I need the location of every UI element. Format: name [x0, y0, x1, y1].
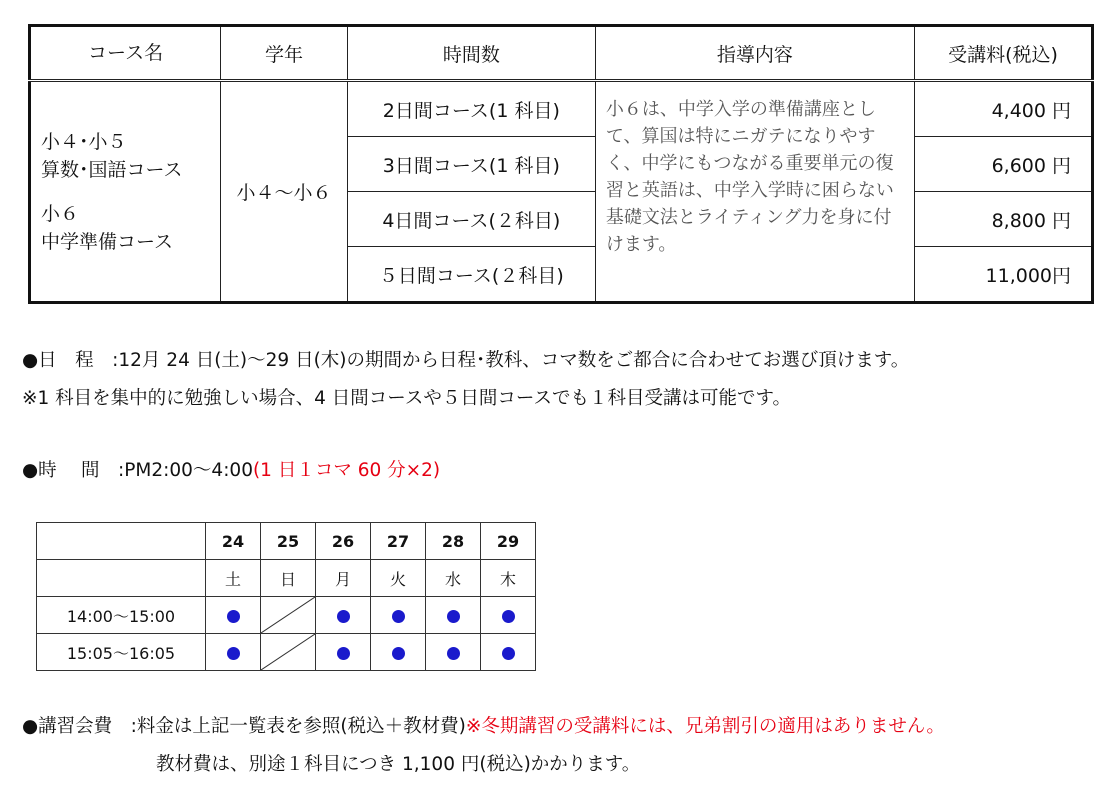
fee-cell: 6,600 円 [914, 137, 1092, 192]
calendar-unavailable-cell [261, 634, 316, 671]
available-dot-icon [227, 610, 240, 623]
calendar-date: 26 [316, 523, 371, 560]
available-dot-icon [447, 647, 460, 660]
calendar-weekday-row [37, 560, 536, 597]
schedule-note: ●日 程 :12月 24 日(土)～29 日(木)の期間から日程･教科、コマ数をご都合に合わせてお選び頂けます。 [22, 350, 910, 371]
grade-cell: 小４～小６ [221, 81, 348, 303]
calendar-weekday: 木 [481, 560, 536, 597]
calendar-date: 27 [371, 523, 426, 560]
schedule-calendar [36, 522, 536, 671]
calendar-corner-cell [37, 560, 206, 597]
calendar-weekday: 水 [426, 560, 481, 597]
fee-note-red: ※冬期講習の受講料には、兄弟割引の適用はありません。 [465, 716, 945, 737]
calendar-available-cell [206, 597, 261, 634]
hours-cell: 3日間コース(1 科目) [347, 137, 595, 192]
calendar-date: 29 [481, 523, 536, 560]
unavailable-slash-icon [261, 634, 315, 670]
calendar-weekday: 日 [261, 560, 316, 597]
calendar-available-cell [371, 597, 426, 634]
calendar-available-cell [316, 597, 371, 634]
header-course-name: コース名 [30, 26, 221, 81]
unavailable-slash-icon [261, 597, 315, 633]
course-name-line: 中学準備コース [41, 230, 174, 253]
calendar-weekday: 火 [371, 560, 426, 597]
course-table-header-row [30, 26, 1093, 81]
available-dot-icon [337, 647, 350, 660]
time-note-main: ●時 間 :PM2:00～4:00 [22, 460, 253, 481]
header-grade: 学年 [221, 26, 348, 81]
calendar-available-cell [371, 634, 426, 671]
available-dot-icon [447, 610, 460, 623]
fee-note-main: ●講習会費 :料金は上記一覧表を参照(税込＋教材費) [22, 716, 466, 737]
hours-cell: 4日間コース(２科目) [347, 192, 595, 247]
available-dot-icon [502, 647, 515, 660]
calendar-slot-row [37, 597, 536, 634]
header-content: 指導内容 [595, 26, 914, 81]
fee-cell: 11,000円 [914, 247, 1092, 303]
calendar-available-cell [316, 634, 371, 671]
hours-cell: 2日間コース(1 科目) [347, 81, 595, 137]
course-name-line: 算数･国語コース [41, 158, 183, 181]
available-dot-icon [227, 647, 240, 660]
hours-cell: ５日間コース(２科目) [347, 247, 595, 303]
course-name-line: 小６ [41, 202, 80, 225]
fee-cell: 8,800 円 [914, 192, 1092, 247]
course-name-cell [30, 81, 221, 303]
calendar-weekday: 月 [316, 560, 371, 597]
calendar-unavailable-cell [261, 597, 316, 634]
calendar-slot-time: 14:00～15:00 [37, 597, 206, 634]
header-fee: 受講料(税込) [914, 26, 1092, 81]
calendar-slot-row [37, 634, 536, 671]
calendar-date-row [37, 523, 536, 560]
available-dot-icon [392, 610, 405, 623]
calendar-date: 28 [426, 523, 481, 560]
time-note [22, 456, 440, 482]
fee-cell: 4,400 円 [914, 81, 1092, 137]
calendar-date: 25 [261, 523, 316, 560]
material-note: 教材費は、別途１科目につき 1,100 円(税込)かかります。 [156, 754, 641, 775]
fee-note [22, 712, 945, 738]
content-cell: 小６は、中学入学の準備講座として、算国は特にニガテになりやすく、中学にもつながる重要単元の復習と英語は、中学入学時に困らない基礎文法とライティング力を身に付けます。 [595, 81, 914, 303]
subject-note: ※1 科目を集中的に勉強しい場合、4 日間コースや５日間コースでも１科目受講は可能です。 [22, 388, 791, 409]
calendar-slot-time: 15:05～16:05 [37, 634, 206, 671]
header-hours: 時間数 [347, 26, 595, 81]
calendar-available-cell [426, 634, 481, 671]
calendar-available-cell [481, 597, 536, 634]
calendar-available-cell [481, 634, 536, 671]
calendar-available-cell [206, 634, 261, 671]
course-name-line: 小４･小５ [41, 130, 127, 153]
calendar-corner-cell [37, 523, 206, 560]
available-dot-icon [502, 610, 515, 623]
time-note-red: (1 日１コマ 60 分×2) [252, 460, 441, 481]
calendar-available-cell [426, 597, 481, 634]
calendar-date: 24 [206, 523, 261, 560]
available-dot-icon [392, 647, 405, 660]
calendar-weekday: 土 [206, 560, 261, 597]
course-row [30, 81, 1093, 137]
course-table [28, 24, 1094, 304]
available-dot-icon [337, 610, 350, 623]
